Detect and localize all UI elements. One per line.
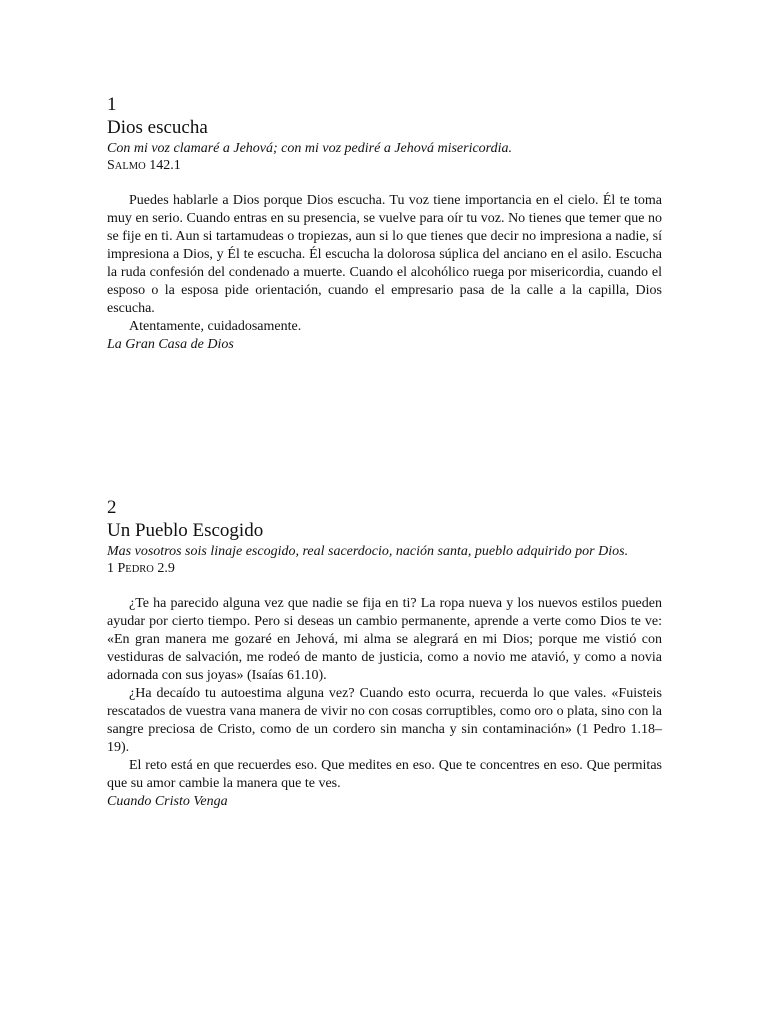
entry-title: Un Pueblo Escogido bbox=[107, 520, 264, 541]
source-title: Cuando Cristo Venga bbox=[107, 794, 228, 809]
body-paragraph: Atentamente, cuidadosamente. bbox=[129, 319, 302, 334]
devotional-entry-2 bbox=[107, 497, 662, 811]
body-paragraph: ¿Te ha parecido alguna vez que nadie se fija en ti? La ropa nueva y los nuevos estilos pueden ayudar por cierto tiempo. Pero si deseas un cambio permanente, aprende a verte como Dios te ve: «En gran manera me gozaré en Jehová, mi alma se alegrará en mi Dios; porque me vistió con vestiduras de salvación, me rodeó de manto de justicia, como a novio me atavió, y como a novia adornada con sus joyas» (Isaías 61.10). bbox=[107, 596, 662, 683]
body-paragraph: El reto está en que recuerdes eso. Que medites en eso. Que te concentres en eso. Que permitas que su amor cambie la manera que te ves. bbox=[107, 758, 662, 791]
body-paragraph: Puedes hablarle a Dios porque Dios escucha. Tu voz tiene importancia en el cielo. Él te toma muy en serio. Cuando entras en su presencia, se vuelve para oír tu voz. No tienes que temer que no se fije en ti. Aun si tartamudeas o tropiezas, aun si lo que tienes que decir no impresiona a nadie, sí impresiona a Dios, y Él te escucha. Él escucha la dolorosa súplica del anciano en el asilo. Escucha la ruda confesión del condenado a muerte. Cuando el alcohólico ruega por misericordia, cuando el esposo o la esposa pide orientación, cuando el empresario pasa de la calle a la capilla, Dios escucha. bbox=[107, 193, 662, 316]
scripture-verse: Con mi voz clamaré a Jehová; con mi voz pediré a Jehová misericordia. bbox=[107, 141, 512, 156]
devotional-entry-1 bbox=[107, 94, 662, 354]
entry-number: 1 bbox=[107, 94, 117, 115]
scripture-reference: SALMO 142.1 bbox=[107, 158, 181, 173]
source-title: La Gran Casa de Dios bbox=[107, 337, 234, 352]
scripture-verse: Mas vosotros sois linaje escogido, real sacerdocio, nación santa, pueblo adquirido por Dios. bbox=[107, 544, 629, 559]
scripture-reference: 1 PEDRO 2.9 bbox=[107, 561, 175, 576]
entry-number: 2 bbox=[107, 497, 117, 518]
body-paragraph: ¿Ha decaído tu autoestima alguna vez? Cuando esto ocurra, recuerda lo que vales. «Fuisteis rescatados de vuestra vana manera de vivir no con cosas corruptibles, como oro o plata, sino con la sangre preciosa de Cristo, como de un cordero sin mancha y sin contaminación» (1 Pedro 1.18–19). bbox=[107, 686, 662, 755]
entry-title: Dios escucha bbox=[107, 117, 208, 138]
